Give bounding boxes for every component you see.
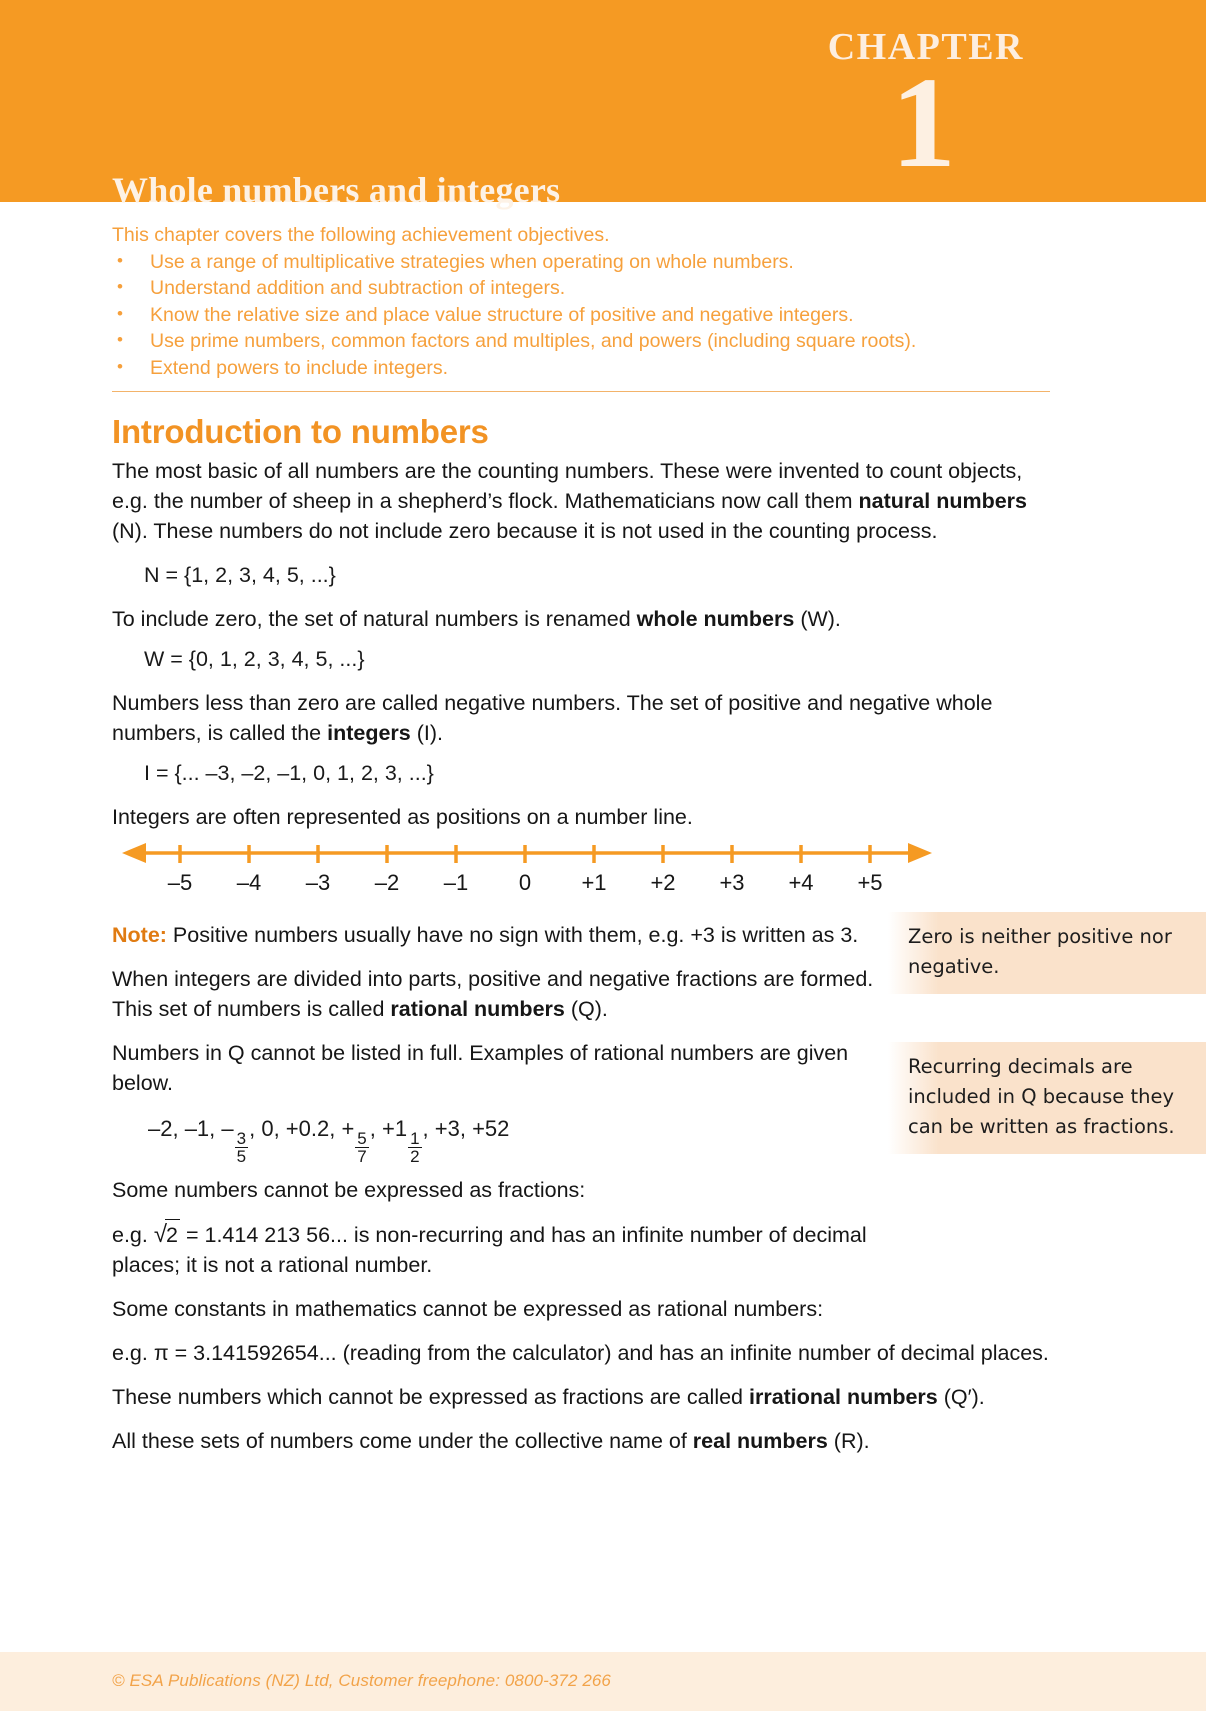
text-run: (Q).: [564, 997, 608, 1021]
paragraph-sqrt-two: [112, 1219, 887, 1280]
text-run: When integers are divided into parts, positive and negative fractions are formed. This set of numbers is called: [112, 967, 874, 1021]
bullet-icon: •: [117, 277, 123, 296]
number-line-labels: [112, 870, 938, 896]
arrow-right-icon: [908, 843, 932, 863]
set-definition-natural: N = {1, 2, 3, 4, 5, ...}: [144, 563, 336, 587]
number-line-label: –3: [305, 870, 331, 895]
objective-text: Know the relative size and place value structure of positive and negative integers.: [150, 303, 854, 326]
number-line-figure: [112, 842, 1052, 918]
fraction-five-sevenths: [355, 1130, 368, 1166]
paragraph-rational-numbers: [112, 964, 887, 1024]
list-item: [112, 302, 1062, 329]
number-line-label: –1: [443, 870, 469, 895]
bullet-icon: •: [117, 303, 123, 323]
fraction-denominator: 7: [357, 1146, 367, 1166]
fraction-denominator: 2: [410, 1146, 420, 1166]
objectives-list: [112, 249, 1062, 382]
horizontal-divider: [112, 391, 1050, 392]
number-line-label: +2: [650, 870, 676, 895]
list-item: [112, 328, 1062, 355]
text-run: , +3, +52: [422, 1116, 510, 1141]
text-run: (R).: [827, 1429, 870, 1454]
paragraph-q-examples-intro: Numbers in Q cannot be listed in full. Examples of rational numbers are given below.: [112, 1041, 849, 1095]
footer-copyright: © ESA Publications (NZ) Ltd, Customer freephone: 0800-372 266: [112, 1671, 611, 1690]
term-rational-numbers: rational numbers: [390, 997, 565, 1021]
text-run: (W).: [794, 607, 841, 631]
number-line-label: 0: [518, 870, 532, 895]
fraction-one-half: [408, 1130, 421, 1166]
radicand: 2: [165, 1219, 180, 1250]
objectives-intro: This chapter covers the following achievement objectives.: [112, 224, 610, 246]
text-run: To include zero, the set of natural numbers is renamed: [112, 607, 637, 631]
list-item: [112, 355, 1062, 382]
objective-text: Use a range of multiplicative strategies when operating on whole numbers.: [150, 250, 794, 273]
chapter-number: 1: [891, 51, 956, 195]
fraction-denominator: 5: [236, 1146, 247, 1166]
text-run: , +1: [369, 1116, 408, 1141]
paragraph-pi: e.g. π = 3.141592654... (reading from the calculator) and has an infinite number of decimal places.: [112, 1341, 1049, 1366]
number-line-label: +1: [581, 870, 607, 895]
fraction-three-fifths: [235, 1130, 248, 1166]
text-run: (Q′).: [937, 1385, 985, 1410]
text-run: (N). These numbers do not include zero because it is not used in the counting process.: [112, 519, 938, 543]
number-line-label: +5: [857, 870, 883, 895]
text-run: Numbers less than zero are called negative numbers. The set of positive and negative whole numbers, is called the: [112, 691, 993, 745]
page-title: Whole numbers and integers: [112, 170, 561, 211]
text-run: Positive numbers usually have no sign with them, e.g. +3 is written as 3.: [166, 923, 859, 947]
number-line-label: –5: [167, 870, 193, 895]
bullet-icon: •: [117, 356, 123, 376]
text-run: , 0, +0.2, +: [249, 1116, 355, 1141]
achievement-objectives: [112, 222, 1062, 381]
number-line-label: –4: [236, 870, 262, 895]
paragraph-note: [112, 920, 887, 950]
objective-text: Use prime numbers, common factors and multiples, and powers (including square roots).: [150, 330, 917, 352]
set-definition-whole: W = {0, 1, 2, 3, 4, 5, ...}: [144, 647, 365, 671]
rational-examples-line: [112, 1112, 1052, 1165]
set-definition-integers: I = {... –3, –2, –1, 0, 1, 2, 3, ...}: [144, 761, 434, 785]
bullet-icon: •: [117, 330, 123, 349]
arrow-left-icon: [122, 843, 146, 863]
paragraph-integers: [112, 688, 1052, 748]
text-run: These numbers which cannot be expressed as fractions are called: [112, 1385, 749, 1410]
objective-text: Extend powers to include integers.: [150, 356, 449, 379]
number-line-svg: [112, 842, 942, 872]
number-line-label: +3: [719, 870, 745, 895]
paragraph-real-numbers: [112, 1426, 1052, 1456]
callout-recurring-decimals: Recurring decimals are included in Q because they can be written as fractions.: [888, 1042, 1206, 1154]
paragraph-number-line-intro: Integers are often represented as positions on a number line.: [112, 805, 693, 829]
term-real-numbers: real numbers: [692, 1429, 828, 1454]
paragraph-constants: Some constants in mathematics cannot be expressed as rational numbers:: [112, 1297, 824, 1322]
text-run: = 1.414 213 56... is non-recurring and has an infinite number of decimal places; it is not a rational number.: [112, 1223, 867, 1278]
text-run: e.g.: [112, 1223, 154, 1248]
fraction-numerator: 3: [236, 1128, 247, 1148]
radical-sign-icon: √: [153, 1221, 168, 1249]
paragraph-not-fractions: Some numbers cannot be expressed as fractions:: [112, 1178, 586, 1203]
callout-zero-is-neither: Zero is neither positive nor negative.: [888, 912, 1206, 994]
bullet-icon: •: [117, 250, 123, 270]
term-integers: integers: [327, 721, 411, 745]
list-item: [112, 249, 1062, 276]
text-run: The most basic of all numbers are the counting numbers. These were invented to count objects, e.g. the number of sheep in a shepherd’s flock. Mathematicians now call them: [112, 459, 1023, 513]
term-whole-numbers: whole numbers: [636, 607, 795, 631]
paragraph-natural-numbers: [112, 456, 1052, 546]
term-natural-numbers: natural numbers: [858, 489, 1027, 513]
text-run: –2, –1, –: [148, 1116, 234, 1141]
text-run: All these sets of numbers come under the collective name of: [112, 1429, 693, 1454]
text-run: (I).: [410, 721, 443, 745]
chapter-label: CHAPTER: [827, 26, 1024, 68]
fraction-numerator: 5: [357, 1128, 367, 1148]
term-irrational-numbers: irrational numbers: [748, 1385, 938, 1410]
paragraph-irrational-numbers: [112, 1382, 1052, 1412]
main-content: [112, 412, 1052, 1470]
paragraph-whole-numbers: [112, 604, 1052, 634]
fraction-numerator: 1: [410, 1128, 420, 1148]
note-label: Note:: [112, 923, 167, 947]
number-line-label: –2: [374, 870, 400, 895]
section-heading-introduction: Introduction to numbers: [112, 413, 489, 450]
number-line-label: +4: [788, 870, 814, 895]
objective-text: Understand addition and subtraction of integers.: [150, 277, 566, 299]
list-item: [112, 275, 1062, 302]
